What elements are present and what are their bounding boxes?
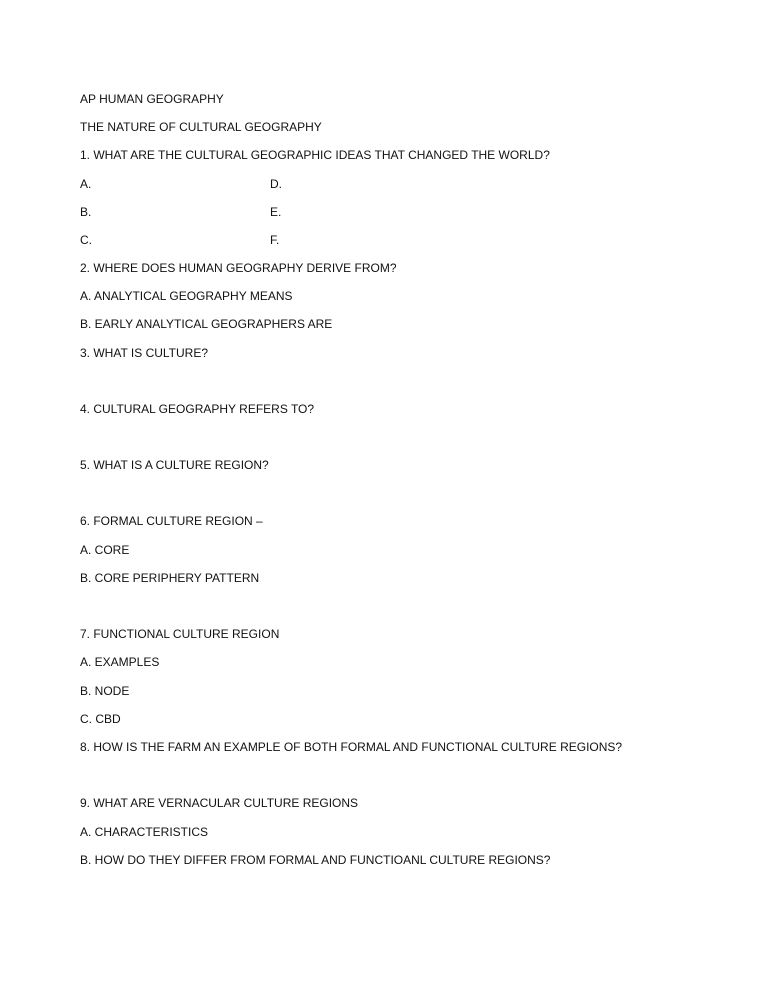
q2-item-a: A. ANALYTICAL GEOGRAPHY MEANS — [80, 289, 293, 303]
q1-answer-d: D. — [270, 177, 282, 191]
q1-answer-f: F. — [270, 233, 280, 247]
q7-item-c: C. CBD — [80, 712, 121, 726]
question-1: 1. WHAT ARE THE CULTURAL GEOGRAPHIC IDEAS THAT CHANGED THE WORLD? — [80, 148, 550, 162]
question-3: 3. WHAT IS CULTURE? — [80, 346, 209, 360]
q9-item-a: A. CHARACTERISTICS — [80, 825, 209, 839]
q2-item-b: B. EARLY ANALYTICAL GEOGRAPHERS ARE — [80, 317, 333, 331]
q1-answer-b: B. — [80, 205, 92, 219]
q9-item-b: B. HOW DO THEY DIFFER FROM FORMAL AND FUNCTIOANL CULTURE REGIONS? — [80, 853, 551, 867]
worksheet-title: THE NATURE OF CULTURAL GEOGRAPHY — [80, 120, 322, 134]
q7-item-b: B. NODE — [80, 684, 130, 698]
question-6: 6. FORMAL CULTURE REGION – — [80, 514, 263, 528]
q1-answer-c: C. — [80, 233, 92, 247]
q6-item-b: B. CORE PERIPHERY PATTERN — [80, 571, 260, 585]
question-8: 8. HOW IS THE FARM AN EXAMPLE OF BOTH FORMAL AND FUNCTIONAL CULTURE REGIONS? — [80, 740, 623, 754]
question-9: 9. WHAT ARE VERNACULAR CULTURE REGIONS — [80, 796, 359, 810]
question-7: 7. FUNCTIONAL CULTURE REGION — [80, 627, 280, 641]
q6-item-a: A. CORE — [80, 543, 130, 557]
course-title: AP HUMAN GEOGRAPHY — [80, 92, 224, 106]
question-2: 2. WHERE DOES HUMAN GEOGRAPHY DERIVE FROM? — [80, 261, 397, 275]
q1-answer-e: E. — [270, 205, 282, 219]
q7-item-a: A. EXAMPLES — [80, 655, 160, 669]
question-5: 5. WHAT IS A CULTURE REGION? — [80, 458, 269, 472]
question-4: 4. CULTURAL GEOGRAPHY REFERS TO? — [80, 402, 315, 416]
q1-answer-a: A. — [80, 177, 92, 191]
